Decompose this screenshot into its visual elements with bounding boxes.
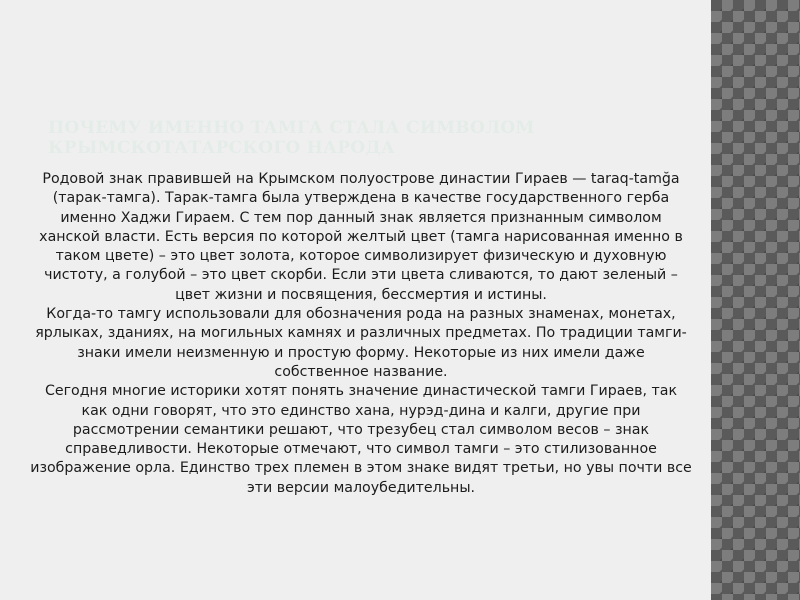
paragraph-2: Когда-то тамгу использовали для обозначения рода на разных знаменах, монетах, ярлыках, зданиях, на могильных камнях и различных предметах. По традиции тамги-знаки имели неизменную и простую форму. Некоторые из них имели даже собственное название. <box>35 306 687 380</box>
paragraph-3: Сегодня многие историки хотят понять значение династической тамги Гираев, так как одни говорят, что это единство хана, нурэд-дина и калги, другие при рассмотрении семантики решают, что трезубец стал символом весов – знак справедливости. Некоторые отмечают, что символ тамги – это стилизованное изображение орла. Единство трех племен в этом знаке видят третьи, но увы почти все эти версии малоубедительны. <box>30 383 692 496</box>
slide-title: ПОЧЕМУ ИМЕННО ТАМГА СТАЛА СИМВОЛОМ КРЫМСКОТАТАРСКОГО НАРОДА <box>48 118 535 158</box>
paragraph-1: Родовой знак правившей на Крымском полуострове династии Гираев — taraq-tamğa (тарак-тамга). Тарак-тамга была утверждена в качестве государственного герба именно Хаджи Гираем. С тем пор данный знак является признанным символом ханской власти. Есть версия по которой желтый цвет (тамга нарисованная именно в таком цвете) – это цвет золота, которое символизирует физическую и духовную чистоту, а голубой – это цвет скорби. Если эти цвета сливаются, то дают зеленый – цвет жизни и посвящения, бессмертия и истины. <box>39 171 683 303</box>
decorative-pattern-strip <box>711 0 800 600</box>
slide-body <box>30 170 692 498</box>
